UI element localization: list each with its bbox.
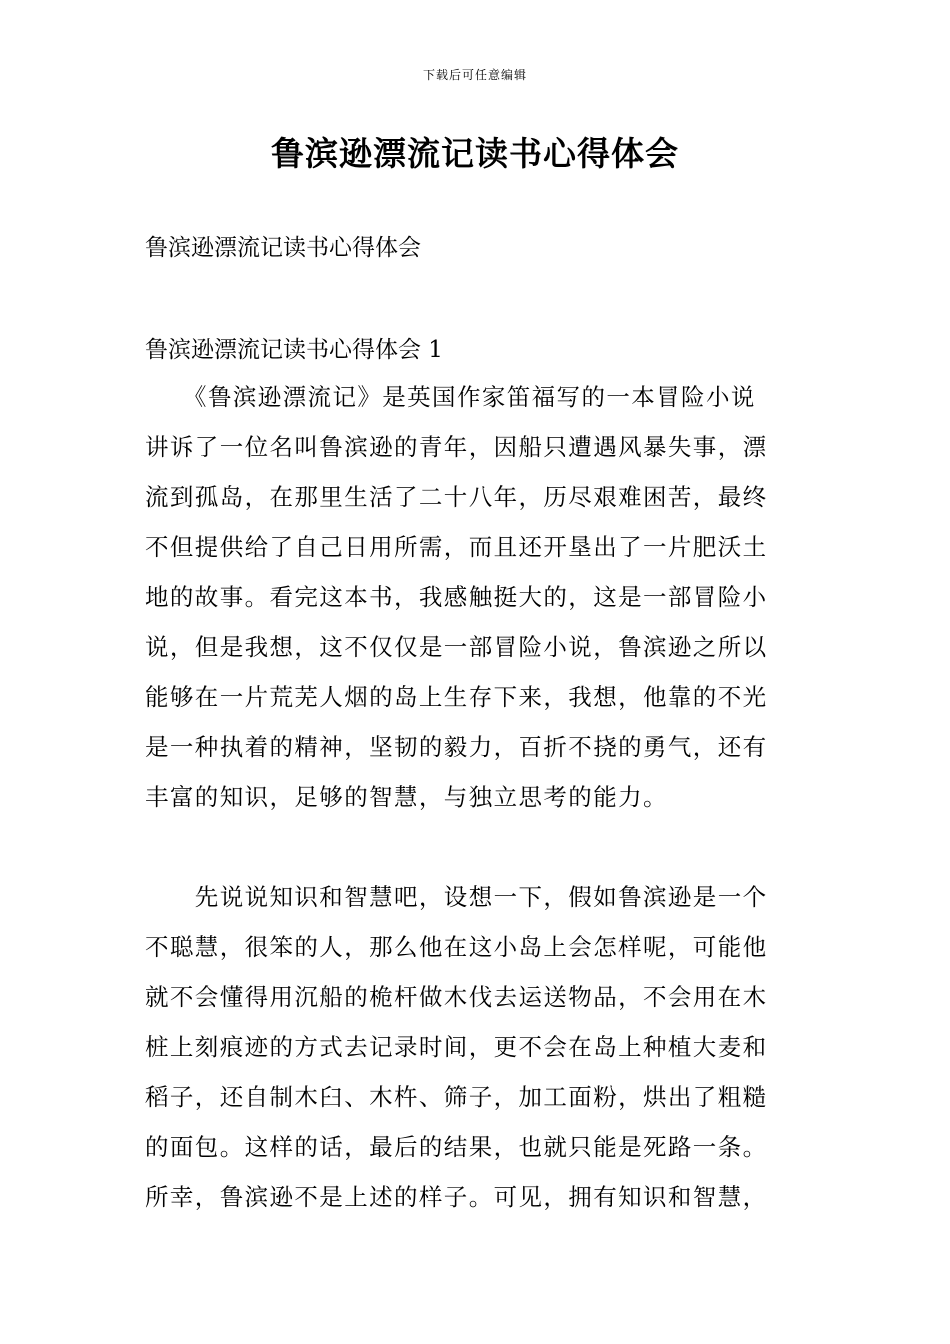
paragraph-1 — [145, 372, 810, 822]
paragraph-line: 先说说知识和智慧吧，设想一下，假如鲁滨逊是一个 — [145, 883, 768, 911]
document-title: 鲁滨逊漂流记读书心得体会 — [271, 134, 679, 173]
paragraph-line: 《鲁滨逊漂流记》是英国作家笛福写的一本冒险小说 — [145, 383, 756, 411]
paragraph-line: 流到孤岛，在那里生活了二十八年，历尽艰难困苦，最终 — [145, 483, 768, 511]
paragraph-line: 说，但是我想，这不仅仅是一部冒险小说，鲁滨逊之所以 — [145, 633, 768, 661]
paragraph-line: 讲诉了一位名叫鲁滨逊的青年，因船只遭遇风暴失事，漂 — [145, 433, 768, 461]
paragraph-2 — [145, 872, 810, 1222]
paragraph-line: 的面包。这样的话，最后的结果，也就只能是死路一条。 — [145, 1133, 768, 1161]
document-subtitle: 鲁滨逊漂流记读书心得体会 — [145, 235, 421, 261]
paragraph-line: 是一种执着的精神，坚韧的毅力，百折不挠的勇气，还有 — [145, 733, 768, 761]
paragraph-line: 所幸，鲁滨逊不是上述的样子。可见，拥有知识和智慧， — [145, 1183, 768, 1211]
paragraph-line: 稻子，还自制木臼、木杵、筛子，加工面粉，烘出了粗糙 — [145, 1083, 768, 1111]
paragraph-line: 丰富的知识，足够的智慧，与独立思考的能力。 — [145, 783, 668, 811]
paragraph-line: 不但提供给了自己日用所需，而且还开垦出了一片肥沃土 — [145, 533, 768, 561]
paragraph-line: 不聪慧，很笨的人，那么他在这小岛上会怎样呢，可能他 — [145, 933, 768, 961]
section-heading: 鲁滨逊漂流记读书心得体会 1 — [145, 337, 443, 363]
header-note: 下载后可任意编辑 — [422, 68, 527, 82]
paragraph-line: 桩上刻痕迹的方式去记录时间，更不会在岛上种植大麦和 — [145, 1033, 768, 1061]
paragraph-line: 地的故事。看完这本书，我感触挺大的，这是一部冒险小 — [145, 583, 768, 611]
paragraph-line: 就不会懂得用沉船的桅杆做木伐去运送物品，不会用在木 — [145, 983, 768, 1011]
paragraph-line: 能够在一片荒芜人烟的岛上生存下来，我想，他靠的不光 — [145, 683, 768, 711]
